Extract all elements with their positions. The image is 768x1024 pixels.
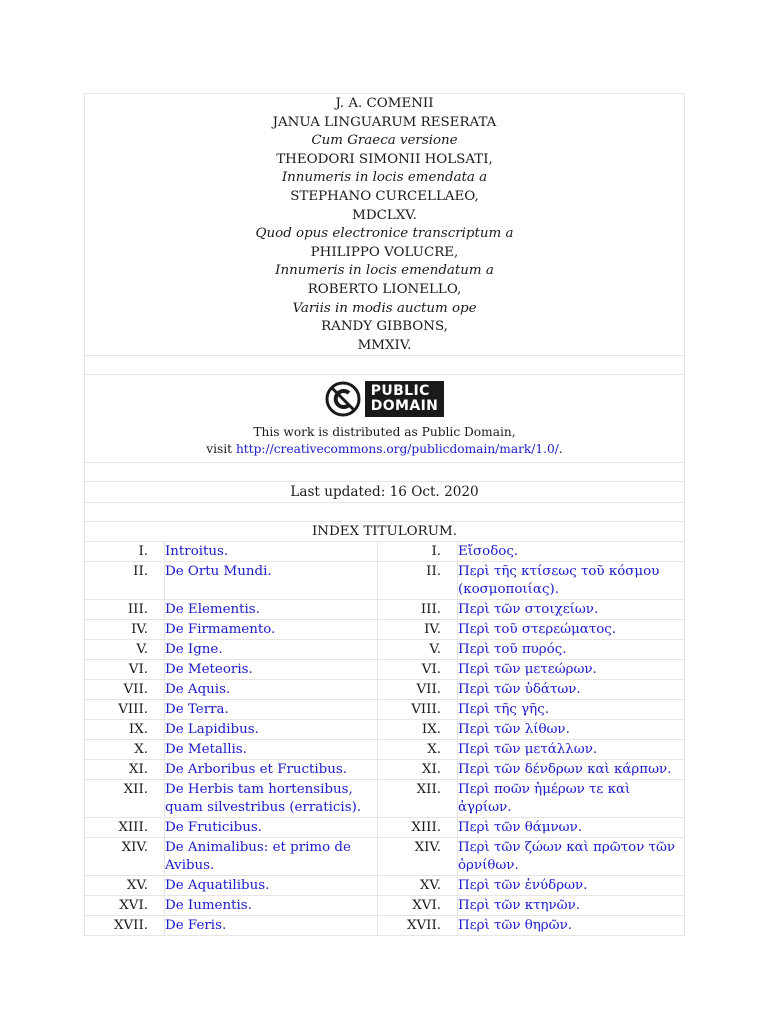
public-domain-label bbox=[365, 381, 445, 417]
index-link-greek[interactable]: Περὶ τοῦ πυρός. bbox=[458, 640, 685, 660]
title-line: PHILIPPO VOLUCRE, bbox=[310, 244, 459, 260]
index-link-latin[interactable]: De Aquatilibus. bbox=[165, 876, 378, 896]
license-block bbox=[85, 374, 684, 462]
license-text bbox=[85, 421, 684, 458]
index-link-greek[interactable]: Εἴσοδος. bbox=[458, 542, 685, 562]
index-number-latin: XVI. bbox=[85, 896, 165, 916]
spacer-row bbox=[85, 502, 684, 521]
index-number-latin: XVII. bbox=[85, 916, 165, 936]
title-line: MDCLXV. bbox=[352, 207, 417, 223]
title-line: JANUA LINGUARUM RESERATA bbox=[272, 114, 497, 130]
index-number-greek: II. bbox=[378, 562, 458, 600]
title-line: RANDY GIBBONS, bbox=[321, 319, 448, 335]
index-link-latin[interactable]: Introitus. bbox=[165, 542, 378, 562]
table-row bbox=[85, 620, 685, 640]
index-link-latin[interactable]: De Firmamento. bbox=[165, 620, 378, 640]
license-visit-line bbox=[85, 441, 684, 458]
spacer-row bbox=[85, 355, 684, 374]
index-number-greek: X. bbox=[378, 740, 458, 760]
index-number-greek: XVI. bbox=[378, 896, 458, 916]
index-number-latin: V. bbox=[85, 640, 165, 660]
index-number-greek: IX. bbox=[378, 720, 458, 740]
title-line: THEODORI SIMONII HOLSATI, bbox=[276, 151, 493, 167]
index-link-latin[interactable]: De Ortu Mundi. bbox=[165, 562, 378, 600]
table-row bbox=[85, 640, 685, 660]
index-link-greek[interactable]: Περὶ ποῶν ἡμέρων τε καὶ ἀγρίων. bbox=[458, 780, 685, 818]
index-number-latin: XIII. bbox=[85, 818, 165, 838]
table-row bbox=[85, 680, 685, 700]
index-link-latin[interactable]: De Metallis. bbox=[165, 740, 378, 760]
index-table bbox=[84, 541, 685, 936]
title-line: MMXIV. bbox=[357, 337, 412, 353]
index-link-latin[interactable]: De Feris. bbox=[165, 916, 378, 936]
index-number-greek: IV. bbox=[378, 620, 458, 640]
title-line: Cum Graeca versione bbox=[311, 133, 458, 149]
index-title: INDEX TITULORUM. bbox=[85, 521, 684, 541]
table-row bbox=[85, 740, 685, 760]
last-updated: Last updated: 16 Oct. 2020 bbox=[85, 481, 684, 502]
index-number-latin: VI. bbox=[85, 660, 165, 680]
title-line: STEPHANO CURCELLAEO, bbox=[290, 188, 479, 204]
index-link-greek[interactable]: Περὶ τῶν μετεώρων. bbox=[458, 660, 685, 680]
index-link-greek[interactable]: Περὶ τῶν θηρῶν. bbox=[458, 916, 685, 936]
index-link-greek[interactable]: Περὶ τῶν δένδρων καὶ κάρπων. bbox=[458, 760, 685, 780]
title-block bbox=[85, 94, 684, 355]
license-statement: This work is distributed as Public Domain, bbox=[253, 425, 516, 440]
index-link-greek[interactable]: Περὶ τῶν στοιχείων. bbox=[458, 600, 685, 620]
index-number-latin: XIV. bbox=[85, 838, 165, 876]
index-number-greek: I. bbox=[378, 542, 458, 562]
index-number-greek: XVII. bbox=[378, 916, 458, 936]
index-number-latin: XI. bbox=[85, 760, 165, 780]
index-number-greek: V. bbox=[378, 640, 458, 660]
public-domain-logo[interactable] bbox=[325, 379, 445, 419]
table-row bbox=[85, 660, 685, 680]
license-link[interactable]: http://creativecommons.org/publicdomain/mark/1.0/ bbox=[235, 442, 559, 457]
title-line: Innumeris in locis emendatum a bbox=[275, 263, 494, 279]
table-row bbox=[85, 700, 685, 720]
index-link-greek[interactable]: Περὶ τῶν ἐνύδρων. bbox=[458, 876, 685, 896]
index-number-greek: VIII. bbox=[378, 700, 458, 720]
spacer-row bbox=[85, 462, 684, 481]
index-link-latin[interactable]: De Animalibus: et primo de Avibus. bbox=[165, 838, 378, 876]
index-number-latin: I. bbox=[85, 542, 165, 562]
index-number-greek: XII. bbox=[378, 780, 458, 818]
index-link-latin[interactable]: De Iumentis. bbox=[165, 896, 378, 916]
title-line: Variis in modis auctum ope bbox=[292, 300, 477, 316]
index-link-greek[interactable]: Περὶ τῶν ὑδάτων. bbox=[458, 680, 685, 700]
index-link-greek[interactable]: Περὶ τῶν λίθων. bbox=[458, 720, 685, 740]
table-row bbox=[85, 916, 685, 936]
index-link-latin[interactable]: De Aquis. bbox=[165, 680, 378, 700]
index-link-greek[interactable]: Περὶ τῶν θάμνων. bbox=[458, 818, 685, 838]
index-number-greek: VII. bbox=[378, 680, 458, 700]
table-row bbox=[85, 876, 685, 896]
index-number-greek: III. bbox=[378, 600, 458, 620]
public-domain-icon bbox=[325, 381, 361, 417]
index-link-greek[interactable]: Περὶ τῶν μετάλλων. bbox=[458, 740, 685, 760]
title-line: ROBERTO LIONELLO, bbox=[307, 281, 462, 297]
document-page bbox=[84, 93, 685, 936]
table-row bbox=[85, 838, 685, 876]
title-line: Quod opus electronice transcriptum a bbox=[255, 226, 514, 242]
index-link-latin[interactable]: De Lapidibus. bbox=[165, 720, 378, 740]
index-link-latin[interactable]: De Elementis. bbox=[165, 600, 378, 620]
index-link-latin[interactable]: De Terra. bbox=[165, 700, 378, 720]
index-number-latin: XV. bbox=[85, 876, 165, 896]
visit-label: visit bbox=[206, 442, 236, 457]
table-row bbox=[85, 780, 685, 818]
title-line: Innumeris in locis emendata a bbox=[281, 170, 488, 186]
index-number-latin: VII. bbox=[85, 680, 165, 700]
table-row bbox=[85, 818, 685, 838]
table-row bbox=[85, 542, 685, 562]
index-number-greek: XIV. bbox=[378, 838, 458, 876]
index-number-greek: VI. bbox=[378, 660, 458, 680]
index-number-latin: II. bbox=[85, 562, 165, 600]
visit-tail: . bbox=[558, 442, 563, 457]
logo-line-2: DOMAIN bbox=[370, 398, 439, 415]
index-link-latin[interactable]: De Herbis tam hortensibus, quam silvestribus (erraticis). bbox=[165, 780, 378, 818]
header-frame bbox=[84, 93, 685, 541]
index-number-greek: XV. bbox=[378, 876, 458, 896]
index-number-latin: IV. bbox=[85, 620, 165, 640]
index-link-greek[interactable]: Περὶ τῶν ζώων καὶ πρῶτον τῶν ὀρνίθων. bbox=[458, 838, 685, 876]
index-link-latin[interactable]: De Arboribus et Fructibus. bbox=[165, 760, 378, 780]
index-number-latin: IX. bbox=[85, 720, 165, 740]
index-number-latin: XII. bbox=[85, 780, 165, 818]
index-link-latin[interactable]: De Igne. bbox=[165, 640, 378, 660]
title-line: J. A. COMENII bbox=[335, 96, 434, 111]
index-number-latin: X. bbox=[85, 740, 165, 760]
logo-line-1: PUBLIC bbox=[370, 383, 430, 400]
index-link-greek[interactable]: Περὶ τῆς κτίσεως τοῦ κόσμου (κοσμοποιίας). bbox=[458, 562, 685, 600]
index-number-greek: XIII. bbox=[378, 818, 458, 838]
table-row bbox=[85, 562, 685, 600]
index-link-greek[interactable]: Περὶ τῶν κτηνῶν. bbox=[458, 896, 685, 916]
table-row bbox=[85, 600, 685, 620]
table-row bbox=[85, 896, 685, 916]
index-number-latin: III. bbox=[85, 600, 165, 620]
index-link-latin[interactable]: De Meteoris. bbox=[165, 660, 378, 680]
table-row bbox=[85, 720, 685, 740]
index-link-greek[interactable]: Περὶ τοῦ στερεώματος. bbox=[458, 620, 685, 640]
table-row bbox=[85, 760, 685, 780]
index-number-greek: XI. bbox=[378, 760, 458, 780]
index-number-latin: VIII. bbox=[85, 700, 165, 720]
index-link-greek[interactable]: Περὶ τῆς γῆς. bbox=[458, 700, 685, 720]
index-link-latin[interactable]: De Fruticibus. bbox=[165, 818, 378, 838]
